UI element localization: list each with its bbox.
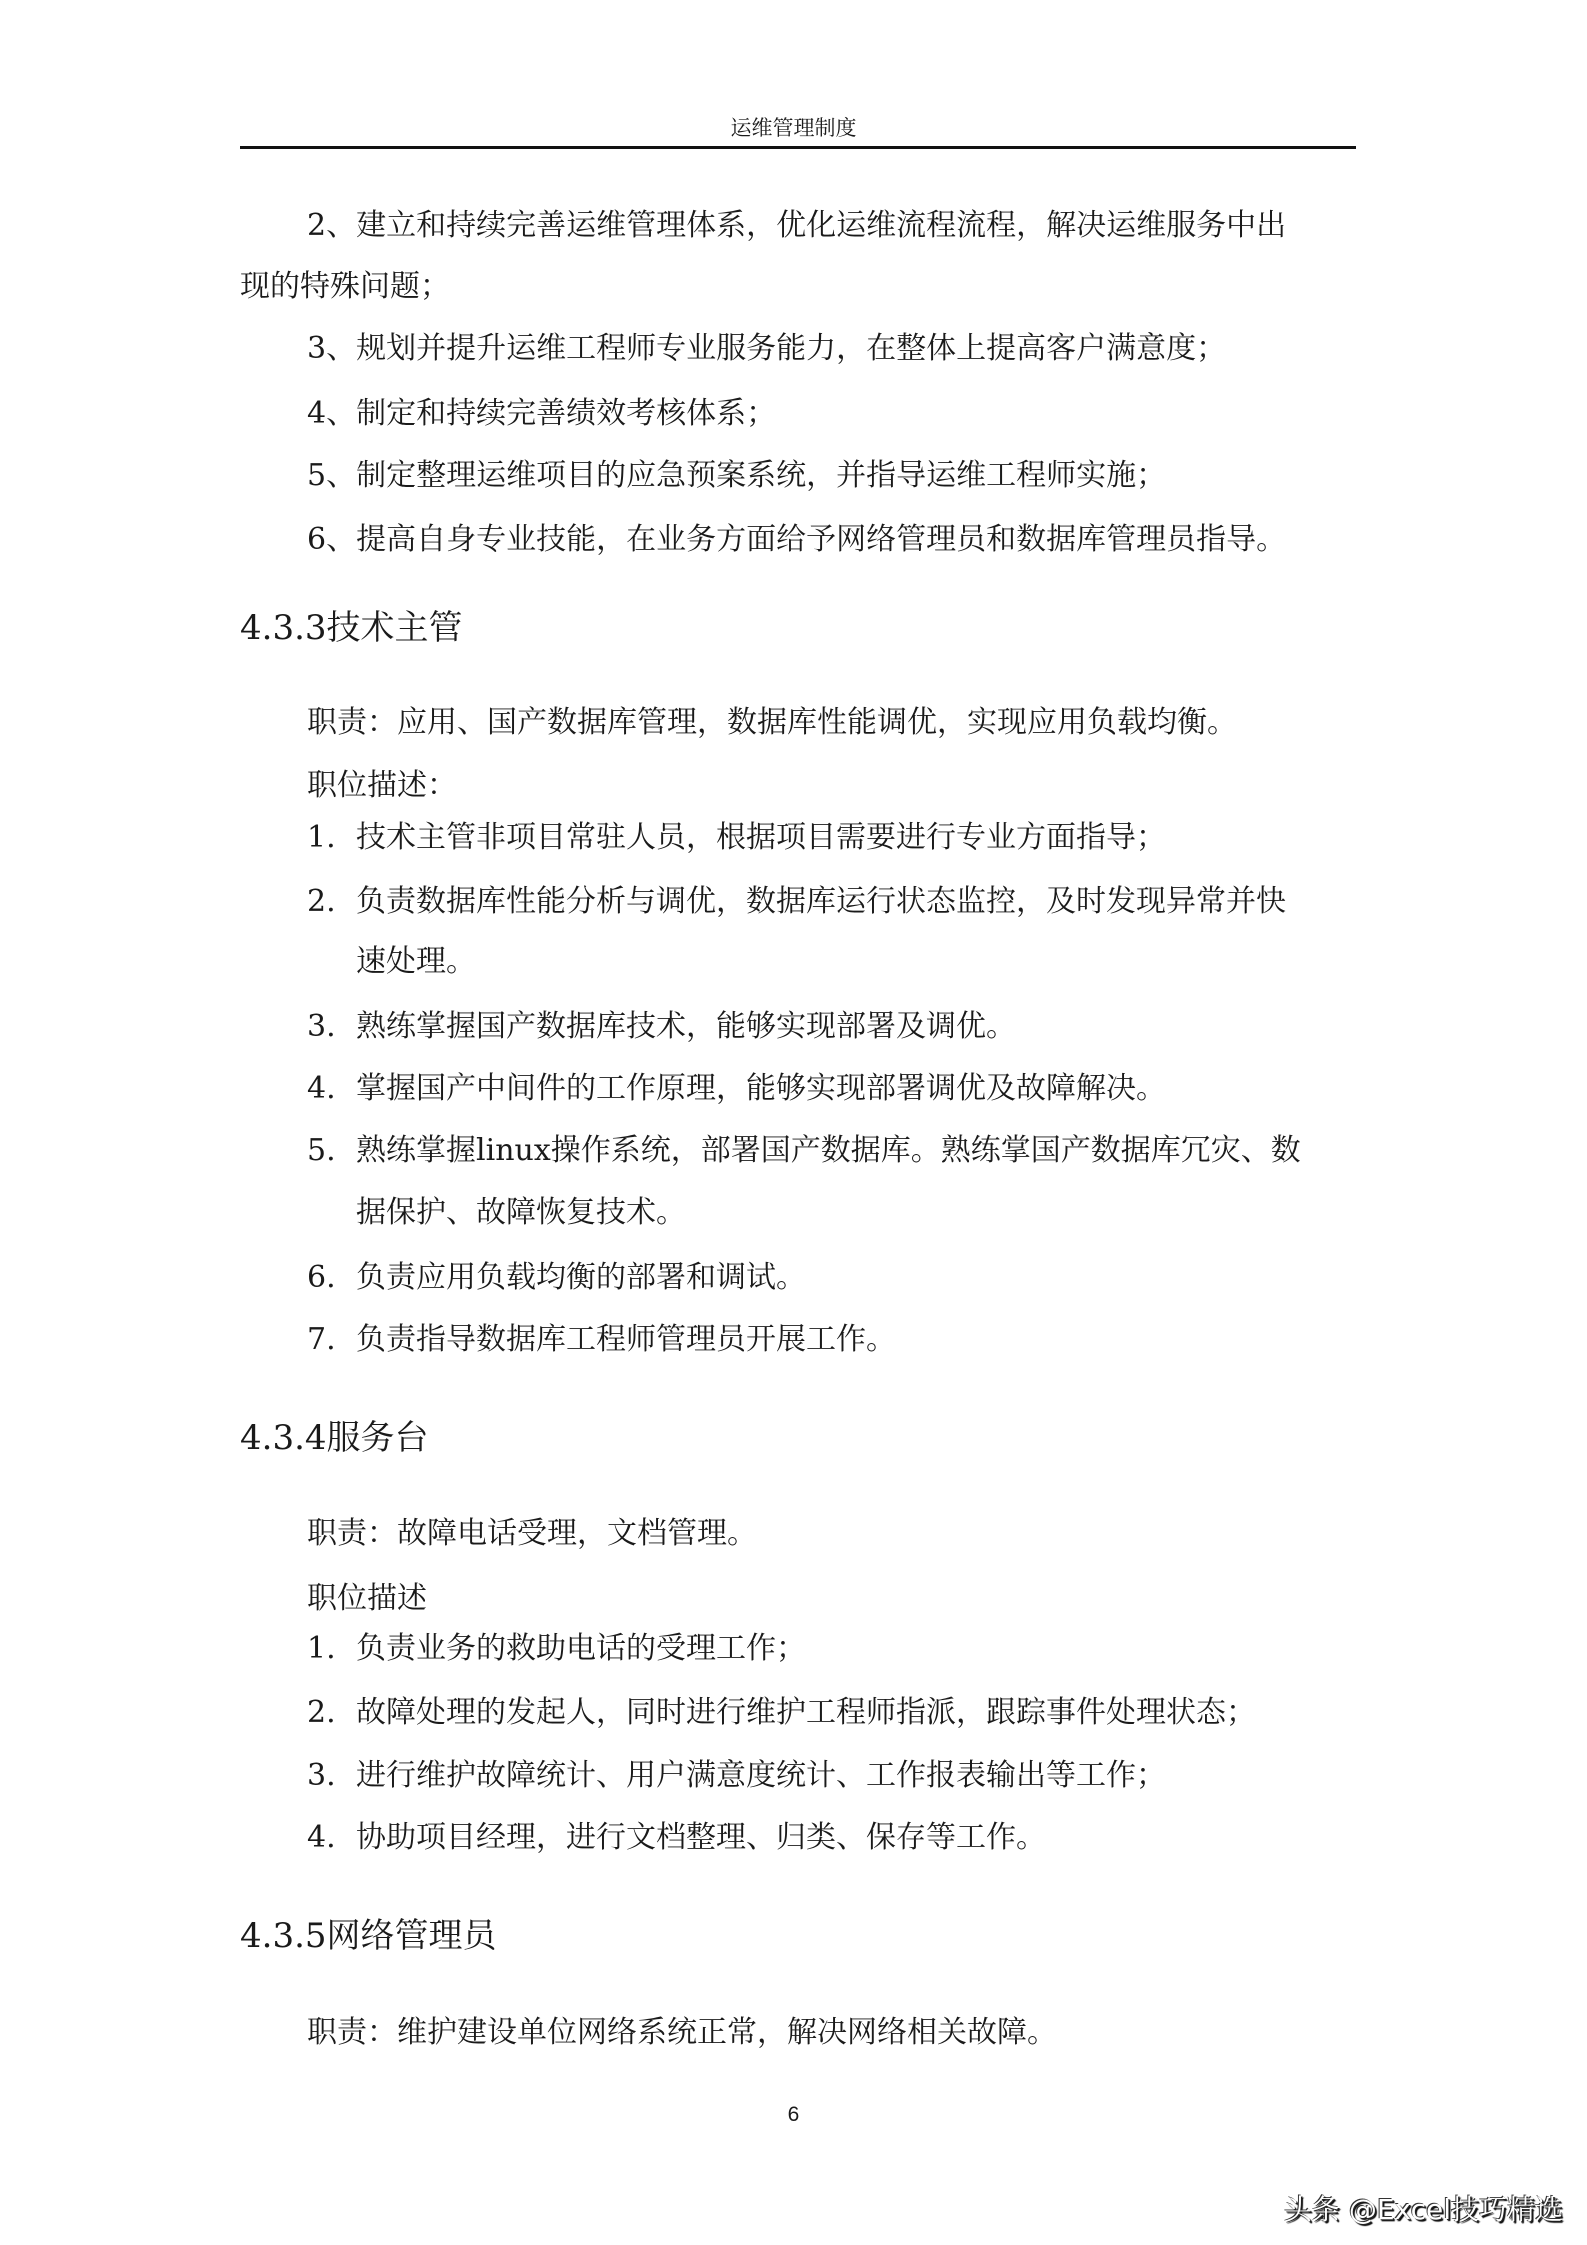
- heading-4-3-4: 4.3.4服务台: [240, 1418, 429, 1458]
- intro-item-6: 6、提高自身专业技能，在业务方面给予网络管理员和数据库管理员指导。: [307, 522, 1287, 557]
- list-number: 5.: [307, 1133, 336, 1168]
- intro-item-4: 4、制定和持续完善绩效考核体系；: [307, 396, 777, 431]
- list-number: 7.: [307, 1322, 336, 1357]
- list-item: 负责指导数据库工程师管理员开展工作。: [356, 1322, 896, 1357]
- list-item: 掌握国产中间件的工作原理，能够实现部署调优及故障解决。: [356, 1071, 1166, 1106]
- intro-item-2-cont: 现的特殊问题；: [240, 269, 450, 304]
- list-item-cont: 据保护、故障恢复技术。: [356, 1195, 686, 1230]
- list-item: 协助项目经理，进行文档整理、归类、保存等工作。: [356, 1820, 1046, 1855]
- duty-4-3-5: 职责：维护建设单位网络系统正常，解决网络相关故障。: [307, 2015, 1057, 2050]
- list-item: 熟练掌握linux操作系统，部署国产数据库。熟练掌国产数据库冗灾、数: [356, 1133, 1301, 1168]
- intro-item-5: 5、制定整理运维项目的应急预案系统，并指导运维工程师实施；: [307, 458, 1167, 493]
- list-number: 1.: [307, 1631, 336, 1666]
- desc-label-4-3-4: 职位描述: [307, 1581, 427, 1616]
- intro-item-2: 2、建立和持续完善运维管理体系，优化运维流程流程，解决运维服务中出: [307, 208, 1287, 243]
- list-number: 4.: [307, 1071, 336, 1106]
- list-number: 2.: [307, 1695, 336, 1730]
- list-number: 4.: [307, 1820, 336, 1855]
- duty-4-3-4: 职责：故障电话受理，文档管理。: [307, 1516, 757, 1551]
- heading-4-3-5: 4.3.5网络管理员: [240, 1916, 497, 1956]
- intro-item-3: 3、规划并提升运维工程师专业服务能力，在整体上提高客户满意度；: [307, 331, 1227, 366]
- page-number: 6: [787, 2103, 800, 2126]
- list-item: 负责业务的救助电话的受理工作；: [356, 1631, 806, 1666]
- list-item: 故障处理的发起人，同时进行维护工程师指派，跟踪事件处理状态；: [356, 1695, 1256, 1730]
- list-number: 3.: [307, 1758, 336, 1793]
- list-number: 2.: [307, 884, 336, 919]
- list-item: 熟练掌握国产数据库技术，能够实现部署及调优。: [356, 1009, 1016, 1044]
- list-number: 6.: [307, 1260, 336, 1295]
- list-item: 进行维护故障统计、用户满意度统计、工作报表输出等工作；: [356, 1758, 1166, 1793]
- desc-label-4-3-3: 职位描述：: [307, 768, 457, 803]
- header-rule: [240, 146, 1356, 149]
- list-item: 技术主管非项目常驻人员，根据项目需要进行专业方面指导；: [356, 820, 1166, 855]
- list-number: 1.: [307, 820, 336, 855]
- duty-4-3-3: 职责：应用、国产数据库管理，数据库性能调优，实现应用负载均衡。: [307, 705, 1237, 740]
- list-item: 负责数据库性能分析与调优，数据库运行状态监控，及时发现异常并快: [356, 884, 1286, 919]
- heading-4-3-3: 4.3.3技术主管: [240, 608, 463, 648]
- list-item-cont: 速处理。: [356, 944, 476, 979]
- list-item: 负责应用负载均衡的部署和调试。: [356, 1260, 806, 1295]
- page-header-title: 运维管理制度: [730, 116, 857, 140]
- watermark: 头条 @Excel技巧精选: [1283, 2193, 1563, 2226]
- list-number: 3.: [307, 1009, 336, 1044]
